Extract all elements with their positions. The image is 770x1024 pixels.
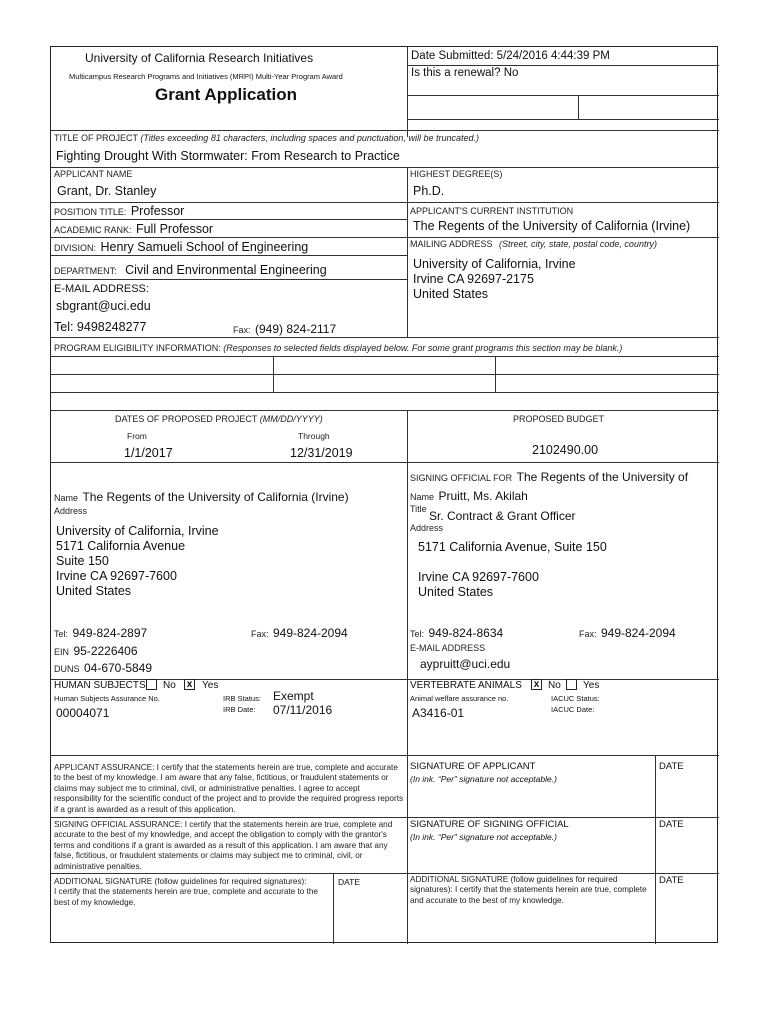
divider	[407, 119, 719, 120]
institution-address: University of California, Irvine 5171 California Avenue Suite 150 Irvine CA 92697-7600 United States	[56, 524, 219, 598]
divider	[51, 130, 719, 131]
hs-assurance-label: Human Subjects Assurance No.	[54, 694, 160, 703]
program-name: Multicampus Research Programs and Initiatives (MRPI) Multi-Year Program Award	[69, 72, 343, 81]
institution-label: APPLICANT'S CURRENT INSTITUTION	[410, 206, 574, 216]
official-assurance: SIGNING OFFICIAL ASSURANCE: I certify that the statements herein are true, complete and accurate to the best of my knowledge, and accept the obligation to comply with the grantor's terms and conditions if a grant is awarded as a result of this application. I am aware that any false, fictitious, or fraudulent statements or claims may subject me to criminal, civil, or administrative penalties.	[54, 820, 393, 871]
irb-date: 07/11/2016	[273, 703, 333, 717]
human-subjects-yes-label: Yes	[202, 680, 219, 691]
applicant-name-label: APPLICANT NAME	[54, 169, 133, 179]
irb-date-label: IRB Date:	[223, 705, 256, 714]
degree-label: HIGHEST DEGREE(S)	[410, 169, 503, 179]
org-title: University of California Research Initiatives	[85, 51, 314, 65]
official-email: aypruitt@uci.edu	[420, 657, 511, 671]
divider	[51, 873, 719, 874]
date-submitted-label: Date Submitted:	[411, 50, 494, 62]
human-subjects-label: HUMAN SUBJECTS	[54, 680, 146, 691]
project-title-label: TITLE OF PROJECT (Titles exceeding 81 characters, including spaces and punctuation, will be truncated.)	[54, 133, 479, 143]
applicant-email: sbgrant@uci.edu	[56, 299, 151, 313]
official-fax-row: Fax: 949-824-2094	[579, 626, 676, 640]
official-name-row: Name Pruitt, Ms. Akilah	[410, 489, 528, 503]
applicant-fax-row: Fax: (949) 824-2117	[233, 322, 337, 336]
divider	[407, 167, 408, 337]
applicant-assurance: APPLICANT ASSURANCE: I certify that the statements herein are true, complete and accurate to the best of my knowledge. I am aware that any false, fictitious, or fraudulent statements or claims may subject me to criminal, civil, or administrative penalties. I agree to accept responsibility for the scientific conduct of the project and to provide the required progress reports if a grant is awarded as a result of this application.	[54, 763, 404, 814]
divider	[655, 755, 656, 944]
divider	[407, 65, 719, 66]
official-title-label: Title	[410, 504, 427, 514]
hs-assurance: 00004071	[56, 706, 110, 720]
email-label: E-MAIL ADDRESS:	[54, 283, 149, 295]
duns: 04-670-5849	[83, 661, 153, 675]
budget-label: PROPOSED BUDGET	[513, 414, 605, 424]
divider	[407, 95, 719, 96]
additional-signature-right: ADDITIONAL SIGNATURE (follow guidelines for required signatures): I certify that the statements herein are true, complete and accurate to the best of my knowledge.	[410, 875, 647, 905]
sig-applicant-note: (In ink. “Per” signature not acceptable.)	[410, 774, 557, 784]
from-label: From	[127, 431, 147, 441]
sig-applicant-label: SIGNATURE OF APPLICANT	[410, 761, 536, 772]
dates-label: DATES OF PROPOSED PROJECT (MM/DD/YYYY)	[115, 414, 323, 424]
animals-label: VERTEBRATE ANIMALS	[410, 680, 522, 691]
divider	[51, 462, 719, 463]
irb-status-label: IRB Status:	[223, 694, 261, 703]
divider	[51, 410, 719, 411]
department: Civil and Environmental Engineering	[125, 263, 327, 277]
duns-row: DUNS 04-670-5849	[54, 661, 153, 675]
divider	[51, 817, 719, 818]
date-submitted-value: 5/24/2016 4:44:39 PM	[496, 50, 610, 62]
applicant-tel: Tel: 9498248277	[54, 320, 147, 334]
applicant-fax: (949) 824-2117	[254, 322, 337, 336]
animals-no-checkbox[interactable]: x	[531, 679, 542, 690]
from-date: 1/1/2017	[124, 446, 173, 460]
official-tel-row: Tel: 949-824-8634	[410, 626, 504, 640]
human-subjects-no-checkbox[interactable]	[146, 679, 157, 690]
divider	[578, 95, 579, 119]
through-label: Through	[298, 431, 330, 441]
animals-yes-checkbox[interactable]	[566, 679, 577, 690]
divider	[51, 167, 719, 168]
date-label: DATE	[659, 875, 684, 886]
degree: Ph.D.	[413, 184, 445, 198]
human-subjects-no-label: No	[163, 680, 176, 691]
date-label: DATE	[659, 819, 684, 830]
irb-status: Exempt	[273, 689, 314, 703]
institution-address-label: Address	[54, 506, 88, 516]
divider	[407, 237, 719, 238]
animals-no-label: No	[548, 680, 561, 691]
mailing-address: University of California, Irvine Irvine CA 92697-2175 United States	[413, 257, 576, 301]
iacuc-date-label: IACUC Date:	[551, 705, 595, 714]
ein: 95-2226406	[73, 644, 138, 658]
divider	[51, 755, 719, 756]
official-address-label: Address	[410, 523, 444, 533]
date-label: DATE	[338, 877, 361, 887]
official-title: Sr. Contract & Grant Officer	[429, 509, 576, 523]
project-title: Fighting Drought With Stormwater: From Research to Practice	[56, 149, 400, 163]
official-fax: 949-824-2094	[600, 626, 676, 640]
official-tel: 949-824-8634	[428, 626, 504, 640]
rank: Full Professor	[135, 222, 214, 236]
mailing-label: MAILING ADDRESS (Street, city, state, postal code, country)	[410, 239, 657, 249]
divider	[407, 47, 408, 137]
department-row: DEPARTMENT: Civil and Environmental Engineering	[54, 263, 327, 277]
date-label: DATE	[659, 761, 684, 772]
position-row: POSITION TITLE: Professor	[54, 204, 185, 218]
ein-row: EIN 95-2226406	[54, 644, 138, 658]
institution-name: The Regents of the University of California (Irvine)	[82, 490, 349, 504]
institution-tel: 949-824-2897	[72, 626, 148, 640]
animal-assurance: A3416-01	[412, 706, 465, 720]
signing-official-for: The Regents of the University of	[516, 470, 689, 484]
through-date: 12/31/2019	[290, 446, 353, 460]
position: Professor	[130, 204, 185, 218]
divider	[273, 356, 274, 392]
institution-tel-row: Tel: 949-824-2897	[54, 626, 148, 640]
divider	[51, 337, 719, 338]
institution-name-row: Name The Regents of the University of California (Irvine)	[54, 490, 349, 504]
additional-signature-left: ADDITIONAL SIGNATURE (follow guidelines for required signatures): I certify that the statements herein are true, complete and accurate to the best of my knowledge.	[54, 877, 318, 907]
sig-official-note: (In ink. “Per” signature not acceptable.)	[410, 832, 557, 842]
divider	[407, 755, 408, 944]
grant-application-form	[50, 46, 718, 943]
official-email-label: E-MAIL ADDRESS	[410, 643, 486, 653]
divider	[495, 356, 496, 392]
budget: 2102490.00	[532, 443, 599, 457]
eligibility-label: PROGRAM ELIGIBILITY INFORMATION: (Responses to selected fields displayed below. For some grant programs this section may be blank.)	[54, 343, 623, 353]
renewal-label: Is this a renewal?	[411, 67, 501, 79]
rank-row: ACADEMIC RANK: Full Professor	[54, 222, 214, 236]
applicant-name: Grant, Dr. Stanley	[57, 184, 157, 198]
signing-official-row: SIGNING OFFICIAL FOR The Regents of the University of	[410, 470, 689, 484]
iacuc-status-label: IACUC Status:	[551, 694, 600, 703]
animals-yes-label: Yes	[583, 680, 600, 691]
institution-fax-row: Fax: 949-824-2094	[251, 626, 348, 640]
institution-fax: 949-824-2094	[272, 626, 348, 640]
institution: The Regents of the University of California (Irvine)	[413, 219, 691, 233]
renewal-value: No	[503, 67, 519, 79]
sig-official-label: SIGNATURE OF SIGNING OFFICIAL	[410, 819, 569, 830]
renewal	[411, 67, 518, 79]
divider	[51, 392, 719, 393]
official-address: 5171 California Avenue, Suite 150 Irvine CA 92697-7600 United States	[418, 540, 607, 599]
divider	[51, 356, 719, 357]
page-title: Grant Application	[155, 85, 297, 104]
date-submitted	[411, 50, 610, 62]
divider	[333, 873, 334, 944]
animal-assurance-label: Animal welfare assurance no.	[410, 694, 509, 703]
official-name: Pruitt, Ms. Akilah	[438, 489, 528, 503]
division-row: DIVISION: Henry Samueli School of Engineering	[54, 240, 309, 254]
division: Henry Samueli School of Engineering	[100, 240, 309, 254]
human-subjects-yes-checkbox[interactable]: x	[184, 679, 195, 690]
divider	[51, 279, 407, 280]
divider	[51, 374, 719, 375]
